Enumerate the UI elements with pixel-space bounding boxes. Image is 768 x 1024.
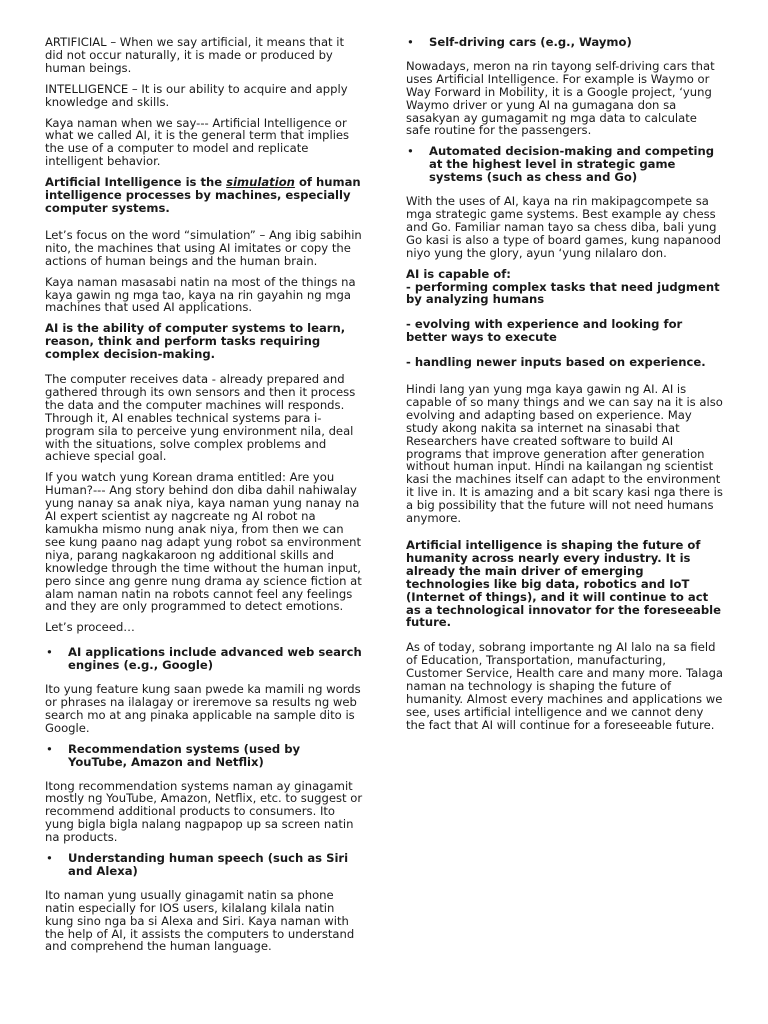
bullet-search-engines: [45, 646, 363, 672]
bullet-self-driving: [406, 36, 724, 49]
capable-heading: AI is capable of:: [406, 266, 511, 281]
bullet-search-engines-text: AI applications include advanced web search engines (e.g., Google): [68, 645, 362, 673]
right-column: [406, 36, 724, 740]
paragraph-simulation: Let’s focus on the word “simulation” – Ang ibig sabihin nito, the machines that using AI imitates or copy the actions of human beings and the human brain.: [45, 227, 362, 268]
capable-block: [406, 268, 724, 307]
simulation-emphasis: simulation: [226, 175, 295, 190]
paragraph-korean-drama: If you watch yung Korean drama entitled: Are you Human?--- Ang story behind don diba dahil nahiwalay yung nanay sa anak niya, kaya naman yung nanay na AI expert scientist ay nagcreate ng AI robot na kamukha mismo nung anak niya, from then we can see kung paano nag adapt yung robot sa environment niya, parang nagkakaroon ng additional skills and knowledge through the time without the human input, pero since ang genre nung drama ay science fiction at alam naman natin na robots cannot feel any feelings and they are only programmed to detect emotions.: [45, 470, 362, 614]
paragraph-decision-making: With the uses of AI, kaya na rin makipagcompete sa mga strategic game systems. Best example ay chess and Go. Familiar naman tayo sa chess diba, bali yung Go kasi is also a type of board games, kung napanood niyo yung the glory, ayun ‘yung nilalaro don.: [406, 194, 722, 260]
bullet-dot: •: [46, 645, 53, 660]
bullet-dot: •: [407, 144, 414, 159]
bullet-dot: •: [46, 851, 53, 866]
paragraph-intelligence: INTELLIGENCE – It is our ability to acquire and apply knowledge and skills.: [45, 81, 348, 109]
bullet-dot: •: [46, 741, 53, 756]
shaping-future-statement: Artificial intelligence is shaping the future of humanity across nearly every industry. It is already the main driver of emerging technologies like big data, robotics and IoT (Internet of things), and it will continue to act as a technological innovator for the foreseeable future.: [406, 538, 722, 630]
definition-ai-simulation: [45, 176, 363, 215]
definition-ai-pre: Artificial Intelligence is the: [45, 175, 227, 190]
paragraph-recommendation: Itong recommendation systems naman ay ginagamit mostly ng YouTube, Amazon, Netflix, etc. to suggest or recommend additional products to consumers. Ito yung bigla bigla nalang nagpapop up sa screen natin na products.: [45, 778, 363, 845]
bullet-human-speech-text: Understanding human speech (such as Siri and Alexa): [68, 851, 349, 878]
definition-ai-post: of human intelligence processes by machines, especially computer systems.: [45, 175, 361, 215]
paragraph-lets-proceed: Let’s proceed…: [45, 620, 135, 635]
bullet-recommendation: [45, 743, 363, 769]
paragraph-kaya-naman: Kaya naman when we say--- Artificial Intelligence or what we called AI, it is the general term that implies the use of a computer to model and replicate intelligent behavior.: [45, 115, 350, 169]
definition-ai-ability: AI is the ability of computer systems to learn, reason, think and perform tasks requiring complex decision-making.: [45, 321, 346, 362]
bullet-human-speech: [45, 852, 363, 878]
paragraph-hindi-lang: Hindi lang yan yung mga kaya gawin ng AI. AI is capable of so many things and we can say na it is also evolving and adapting based on experience. May study akong nakita sa internet na sinasabi that Researchers have created software to build AI programs that improve generation after generation without human input. Hindi na kailangan ng scientist kasi the machines itself can adapt to the environment it live in. It is amazing and a bit scary kasi nga there is a big possibility that the future will not need humans anymore.: [406, 382, 723, 526]
paragraph-computer-receives: The computer receives data - already prepared and gathered through its own sensors and then it process the data and the computer machines will responds. Through it, AI enables technical systems para i-program sila to perceive yung environment nila, deal with the situations, solve complex problems and achieve special goal.: [45, 372, 356, 464]
bullet-dot: •: [407, 35, 414, 49]
capable-item-3: - handling newer inputs based on experience.: [406, 355, 706, 370]
paragraph-artificial: ARTIFICIAL – When we say artificial, it means that it did not occur naturally, it is made or produced by human beings.: [45, 35, 345, 75]
paragraph-self-driving: Nowadays, meron na rin tayong self-driving cars that uses Artificial Intelligence. For example is Waymo or Way Forward in Mobility, it is a Google project, ‘yung Waymo driver or yung AI na gumagana don sa sasakyan ay gumagamit ng mga data to calculate safe routine for the passengers.: [406, 58, 715, 138]
paragraph-as-of-today: As of today, sobrang importante ng AI lalo na sa field of Education, Transportation, manufacturing, Customer Service, Health care and many more. Talaga naman na technology is shaping the future of humanity. Almost every machines and applications we see, uses artificial intelligence and we cannot deny the fact that AI will continue for a foreseeable future.: [406, 640, 724, 732]
paragraph-search-engines: Ito yung feature kung saan pwede ka mamili ng words or phrases na ilalagay or ireremove sa results ng web search mo at ang pinaka applicable na sample dito is Google.: [45, 682, 361, 735]
left-column: [45, 36, 363, 961]
bullet-decision-making: [406, 145, 724, 184]
capable-item-1: - performing complex tasks that need judgment by analyzing humans: [406, 279, 720, 307]
paragraph-masasabi: Kaya naman masasabi natin na most of the things na kaya gawin ng mga tao, kaya na rin gayahin ng mga machines that used AI applications.: [45, 274, 356, 315]
bullet-decision-making-text: Automated decision-making and competing at the highest level in strategic game systems (such as chess and Go): [429, 144, 715, 185]
paragraph-human-speech: Ito naman yung usually ginagamit natin sa phone natin especially for IOS users, kilalang kilala natin kung sino nga ba si Alexa and Siri. Kaya naman with the help of AI, it assists the computers to understand and comprehend the human language.: [45, 887, 355, 954]
bullet-self-driving-text: Self-driving cars (e.g., Waymo): [429, 35, 632, 49]
capable-item-2: - evolving with experience and looking for better ways to execute: [406, 317, 683, 345]
bullet-recommendation-text: Recommendation systems (used by YouTube, Amazon and Netflix): [68, 741, 301, 769]
